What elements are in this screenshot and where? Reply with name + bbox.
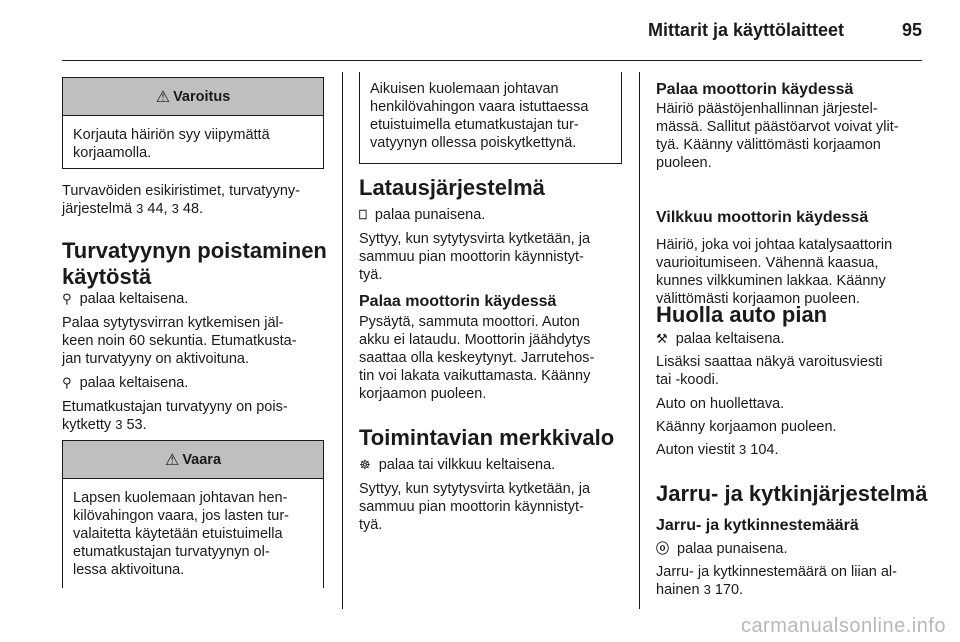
paragraph: vaurioitumiseen. Vähennä kaasua, [656,255,879,271]
paragraph: sammuu pian moottorin käynnistyt- [359,249,584,265]
paragraph: välittömästi korjaamon puoleen. [656,291,860,307]
paragraph: jan turvatyyny on aktivoituna. [62,351,249,367]
indicator-line: ⚲ palaa keltaisena. [62,291,189,307]
reference-arrow-icon: 3 [115,417,123,432]
danger-box-continued [359,72,622,164]
paragraph: tyä. Käänny välittömästi korjaamon [656,137,881,153]
wrench-car-icon: ⚒ [656,331,668,346]
warning-box [62,77,324,169]
danger-box-text: vatyynyn ollessa poiskytkettynä. [370,135,577,151]
column-divider-right [639,72,640,609]
warning-triangle-icon: ⚠ [155,88,171,106]
paragraph: korjaamon puoleen. [359,386,487,402]
danger-box-text: etuistuimella etumatkustajan tur- [370,117,579,133]
battery-icon: ⎕ [359,207,367,222]
paragraph: Etumatkustajan turvatyyny on pois- [62,399,288,415]
paragraph: kunnes vilkkuminen lakkaa. Käänny [656,273,886,289]
danger-box-text: Aikuisen kuolemaan johtavan [370,81,559,97]
indicator-line: ⚒ palaa keltaisena. [656,331,785,347]
paragraph: Jarru- ja kytkinnestemäärä on liian al- [656,564,897,580]
paragraph: Häiriö päästöjenhallinnan järjestel- [656,101,878,117]
paragraph: tyä. [359,267,383,283]
paragraph: Auton viestit 3 104. [656,442,779,458]
indicator-line: ☸ palaa tai vilkkuu keltaisena. [359,457,556,473]
airbag-icon: ⚲ [62,291,72,306]
subsection-heading: Vilkkuu moottorin käydessä [656,209,869,226]
paragraph: tai -koodi. [656,372,719,388]
danger-box-title: Vaara [182,451,222,468]
paragraph: Syttyy, kun sytytysvirta kytketään, ja [359,481,591,497]
paragraph: tyä. [359,517,383,533]
section-heading: Latausjärjestelmä [359,175,545,200]
paragraph: Syttyy, kun sytytysvirta kytketään, ja [359,231,591,247]
paragraph: mässä. Sallitut päästöarvot voivat ylit- [656,119,899,135]
subsection-heading: Palaa moottorin käydessä [359,293,557,310]
warning-triangle-icon: ⚠ [164,451,180,469]
danger-box-text: lessa aktivoituna. [73,562,185,578]
danger-box-text: valaitetta käytetään etuistuimella [73,526,283,542]
paragraph: Käänny korjaamon puoleen. [656,419,837,435]
page-header-title: Mittarit ja käyttölaitteet [647,20,844,40]
paragraph: järjestelmä 3 44, 3 48. [62,201,204,217]
watermark: carmanualsonline.info [740,615,946,637]
subsection-heading: Jarru- ja kytkinnestemäärä [656,517,859,534]
subsection-heading: Palaa moottorin käydessä [656,81,854,98]
danger-box-header [63,441,323,479]
paragraph: puoleen. [656,155,712,171]
brake-fluid-icon: ⓞ [656,541,670,556]
paragraph: hainen 3 170. [656,582,744,598]
section-heading: Toimintavian merkkivalo [359,425,615,450]
paragraph: Pysäytä, sammuta moottori. Auton [359,314,580,330]
airbag-off-icon: ⚲ [62,375,72,390]
paragraph: akku ei lataudu. Moottorin jäähdytys [359,332,591,348]
warning-box-text: Korjauta häiriön syy viipymättä [73,127,270,143]
column-divider-left [342,72,343,609]
section-heading: Huolla auto pian [656,302,828,327]
indicator-line: ⓞ palaa punaisena. [656,541,788,557]
paragraph: sammuu pian moottorin käynnistyt- [359,499,584,515]
danger-box-text: etumatkustajan turvatyynyn ol- [73,544,270,560]
paragraph: Turvavöiden esikiristimet, turvatyyny- [62,183,300,199]
danger-box-text: kilövahingon vaara, jos lasten tur- [73,508,290,524]
paragraph: saattaa olla keskeytynyt. Jarrutehos- [359,350,595,366]
indicator-line: ⚲ palaa keltaisena. [62,375,189,391]
reference-arrow-icon: 3 [739,442,747,457]
paragraph: Häiriö, joka voi johtaa katalysaattorin [656,237,893,253]
paragraph: keen noin 60 sekuntia. Etumatkusta- [62,333,297,349]
danger-box-text: henkilövahingon vaara istuttaessa [370,99,589,115]
danger-box-text: Lapsen kuolemaan johtavan hen- [73,490,288,506]
warning-box-text: korjaamolla. [73,145,152,161]
warning-box-title: Varoitus [173,88,231,105]
header-divider [62,60,922,61]
section-heading: Turvatyynyn poistaminen käytöstä [62,238,327,289]
reference-arrow-icon: 3 [136,201,144,216]
danger-box [62,440,324,588]
section-heading: Jarru- ja kytkinjärjestelmä [656,481,928,506]
indicator-line: ⎕ palaa punaisena. [359,207,486,223]
warning-box-header [63,78,323,116]
page-number: 95 [901,20,922,40]
paragraph: tin voi lakata vaikuttamasta. Käänny [359,368,591,384]
paragraph: Auto on huollettava. [656,396,785,412]
reference-arrow-icon: 3 [703,582,711,597]
paragraph: kytketty 3 53. [62,417,147,433]
reference-arrow-icon: 3 [171,201,179,216]
paragraph: Lisäksi saattaa näkyä varoitusviesti [656,354,883,370]
paragraph: Palaa sytytysvirran kytkemisen jäl- [62,315,284,331]
engine-icon: ☸ [359,457,371,472]
